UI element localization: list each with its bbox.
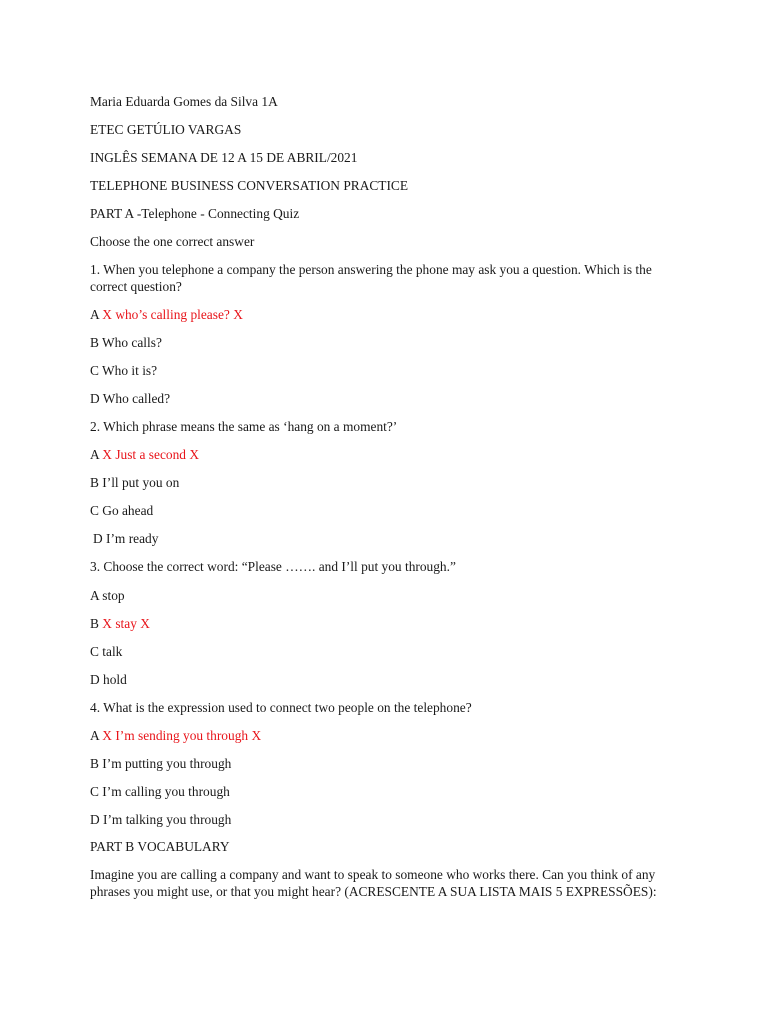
q1-option-b: B Who calls?: [90, 335, 162, 350]
q3-option-c: C talk: [90, 644, 123, 659]
school-name: ETEC GETÚLIO VARGAS: [90, 122, 242, 137]
document-title: TELEPHONE BUSINESS CONVERSATION PRACTICE: [90, 178, 409, 193]
week-line: INGLÊS SEMANA DE 12 A 15 DE ABRIL/2021: [90, 150, 358, 165]
q2-option-a-answer: X Just a second X: [102, 447, 199, 462]
q4-option-b: B I’m putting you through: [90, 756, 232, 771]
instruction: Choose the one correct answer: [90, 234, 255, 249]
q3-option-a: A stop: [90, 588, 125, 603]
q4-option-c: C I’m calling you through: [90, 784, 230, 799]
q1-option-a-answer: X who’s calling please? X: [102, 307, 243, 322]
q2-option-a-letter: A: [90, 447, 99, 462]
q3-option-d: D hold: [90, 672, 127, 687]
q3-option-b: [90, 615, 690, 632]
q2-option-b-text: B I’ll put you on: [90, 475, 180, 490]
q1-option-a-letter: A: [90, 307, 99, 322]
q2-option-a: [90, 446, 690, 463]
part-b-heading: PART B VOCABULARY: [90, 839, 230, 854]
q2-option-b: [90, 474, 690, 491]
q4-option-a-letter: A: [90, 728, 99, 743]
question-2: 2. Which phrase means the same as ‘hang on a moment?’: [90, 419, 398, 434]
question-1: 1. When you telephone a company the person answering the phone may ask you a question. Which is the correct question?: [90, 262, 652, 294]
part-a-heading: PART A -Telephone - Connecting Quiz: [90, 206, 300, 221]
q2-option-c: C Go ahead: [90, 503, 154, 518]
q2-option-d: D I’m ready: [93, 531, 159, 546]
question-3: 3. Choose the correct word: “Please ……. and I’ll put you through.”: [90, 559, 456, 574]
question-4: 4. What is the expression used to connect two people on the telephone?: [90, 700, 472, 715]
q1-option-d: D Who called?: [90, 391, 171, 406]
q4-option-d: D I’m talking you through: [90, 812, 232, 827]
q3-option-b-letter: B: [90, 616, 99, 631]
q1-option-a: [90, 306, 690, 323]
q1-option-c: C Who it is?: [90, 363, 158, 378]
student-name: Maria Eduarda Gomes da Silva 1A: [90, 94, 278, 109]
q4-option-a: [90, 727, 690, 744]
part-b-instructions: Imagine you are calling a company and want to speak to someone who works there. Can you think of any phrases you might use, or that you might hear? (ACRESCENTE A SUA LISTA MAIS 5 EXPRESSÕES):: [90, 867, 657, 899]
q4-option-a-answer: X I’m sending you through X: [102, 728, 262, 743]
q3-option-b-answer: X stay X: [102, 616, 150, 631]
